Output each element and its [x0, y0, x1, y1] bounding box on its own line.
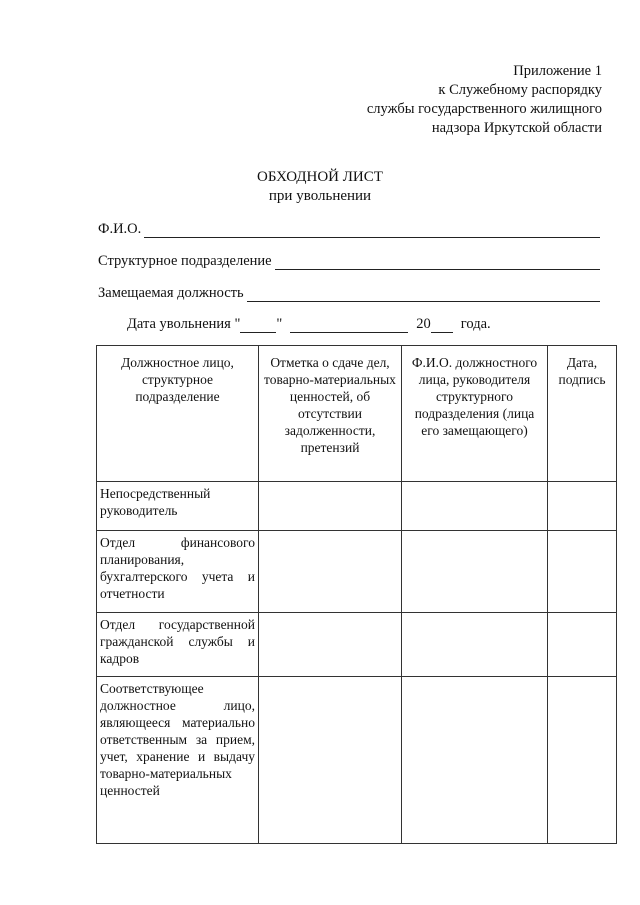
date-suffix: года. [460, 316, 491, 332]
position-field-row [98, 282, 600, 302]
department-blank-line[interactable] [275, 254, 600, 270]
clearance-table [96, 345, 617, 844]
year-prefix: 20 [416, 316, 431, 332]
fio-label: Ф.И.О. [98, 221, 142, 237]
header-clearance-mark: Отметка о сдаче дел, товарно-материальных ценностей, об отсутствии задолженности, претензий [259, 346, 402, 482]
title-main: ОБХОДНОЙ ЛИСТ [257, 169, 383, 185]
appendix-line: надзора Иркутской области [431, 120, 602, 136]
header-responsible-name: Ф.И.О. должностного лица, руководителя структурного подразделения (лица его замещающего) [402, 346, 548, 482]
appendix-line: к Служебному распорядку [438, 82, 602, 98]
appendix-line: службы государственного жилищного [366, 101, 602, 117]
year-blank[interactable] [431, 318, 453, 333]
table-header-row [97, 346, 617, 482]
month-blank[interactable] [290, 318, 408, 333]
clearance-cell[interactable] [259, 482, 402, 531]
department-field-row [98, 250, 600, 270]
signature-cell[interactable] [548, 531, 617, 613]
document-title [0, 168, 640, 206]
clearance-cell[interactable] [259, 677, 402, 844]
appendix-reference [367, 62, 602, 138]
header-date-signature: Дата, подпись [548, 346, 617, 482]
clearance-cell[interactable] [259, 531, 402, 613]
table-row [97, 482, 617, 531]
row-label: Соответствующее должностное лицо, являющееся материально ответственным за прием, учет, хранение и выдачу товарно-материальных ценностей [97, 677, 259, 844]
name-cell[interactable] [402, 531, 548, 613]
signature-cell[interactable] [548, 677, 617, 844]
table-row [97, 677, 617, 844]
position-label: Замещаемая должность [98, 285, 244, 301]
row-label: Отдел государственной гражданской службы и кадров [97, 613, 259, 677]
dismissal-date-row [127, 316, 491, 333]
table-row [97, 613, 617, 677]
date-quote-close: " [276, 316, 283, 332]
day-blank[interactable] [240, 318, 276, 333]
name-cell[interactable] [402, 613, 548, 677]
signature-cell[interactable] [548, 482, 617, 531]
clearance-cell[interactable] [259, 613, 402, 677]
title-sub: при увольнении [268, 188, 372, 204]
name-cell[interactable] [402, 482, 548, 531]
department-label: Структурное подразделение [98, 253, 272, 269]
signature-cell[interactable] [548, 613, 617, 677]
name-cell[interactable] [402, 677, 548, 844]
appendix-line: Приложение 1 [513, 63, 602, 79]
header-official: Должностное лицо, структурное подразделение [97, 346, 259, 482]
fio-blank-line[interactable] [144, 222, 600, 238]
fio-field-row [98, 218, 600, 238]
table-row [97, 531, 617, 613]
position-blank-line[interactable] [247, 286, 600, 302]
date-prefix: Дата увольнения " [127, 316, 241, 332]
row-label: Непосредственный руководитель [97, 482, 259, 531]
row-label: Отдел финансового планирования, бухгалтерского учета и отчетности [97, 531, 259, 613]
